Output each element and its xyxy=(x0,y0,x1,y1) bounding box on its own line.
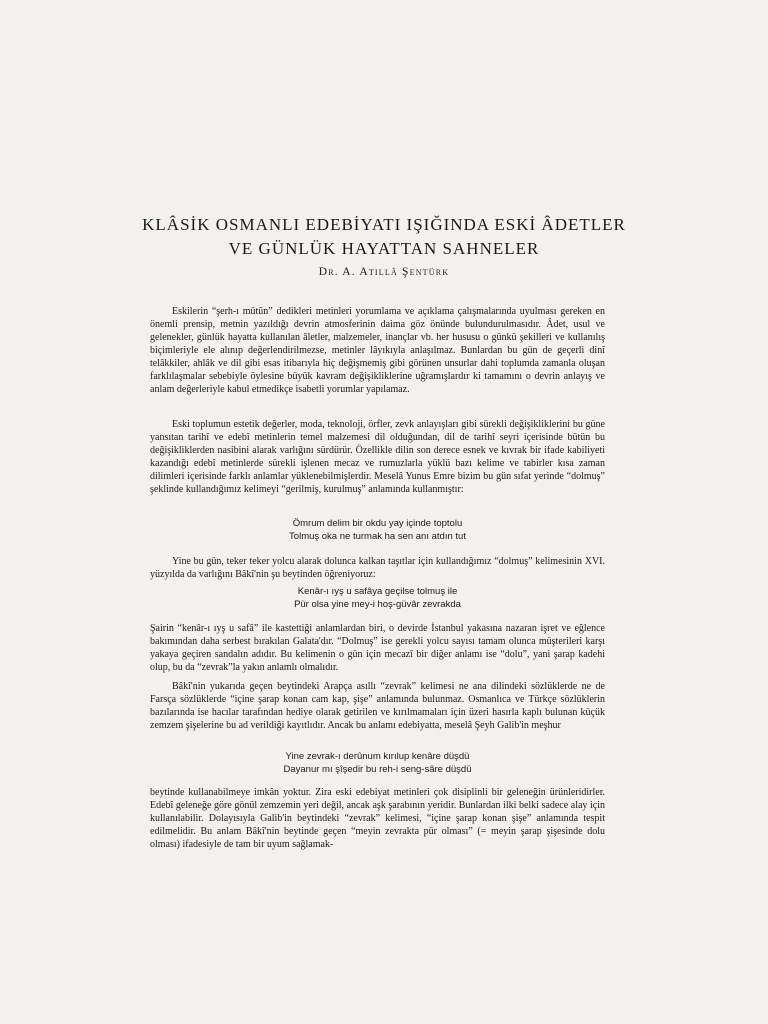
verse-3 xyxy=(150,750,605,776)
title-line-2: VE GÜNLÜK HAYATTAN SAHNELER xyxy=(228,239,540,258)
verse-1 xyxy=(150,517,605,543)
verse-1-line-2: Tolmuş oka ne turmak ha sen anı atdın tut xyxy=(289,531,466,542)
verse-3-line-2: Dayanur mı şîşedir bu reh-i seng-sâre düşdü xyxy=(283,764,472,775)
author-name: Dr. A. Atillâ Şentürk xyxy=(318,266,450,278)
paragraph-3: Yine bu gün, teker teker yolcu alarak dolunca kalkan taşıtlar için kullandığımız “dolmuş” kelimesinin XVI. yüzyılda da varlığını Bâkî'nin şu beytinden öğreniyoruz: xyxy=(150,556,605,580)
paragraph-2: Eski toplumun estetik değerler, moda, teknoloji, örfler, zevk anlayışları gibi sürekli değişikliklerini bu güne yansıtan tarihî ve edebî metinlerin temel malzemesi dil olduğundan, dil de tarihî seyri içerisinde bütün bu değişikliklerden nasibini alarak varlığını sürdürür. Özellikle dilin son derece esnek ve kıvrak bir ifade kabiliyeti kazandığı edebî metinlerde sürekli işlenen mecaz ve rumuzlarla yüklü bazı kelime ve tabirler kısa zaman dilimleri içerisinde farklı anlamlar yüklenebilmişlerdir. Meselâ Yunus Emre bizim bu gün sıfat yerinde “dolmuş” şeklinde kullandığımız kelimeyi “gerilmiş, kurulmuş” anlamında kullanmıştır: xyxy=(150,419,605,495)
verse-3-line-1: Yine zevrak-ı derûnum kırılup kenâre düşdü xyxy=(285,751,470,762)
verse-2 xyxy=(150,585,605,611)
paragraph-4: Şairin “kenâr-ı ıyş u safâ” ile kastettiği anlamlardan biri, o devirde İstanbul yakasına nazaran işret ve eğlence bakımından daha serbest bırakılan Galata'dır. “Dolmuş” ise gerekli yolcu sayısı tamam olunca müşterileri karşı yakaya geçiren sandalın adıdır. Bu kelimenin o gün için mecazî bir diğer anlamı ise “dolu”, yani şarap kadehi olup, bu da “zevrak”la yakın anlamlı olmalıdır. xyxy=(150,623,605,673)
article-title xyxy=(120,213,648,261)
paragraph-5: Bâkî'nin yukarıda geçen beytindeki Arapça asıllı “zevrak” kelimesi ne ana dilindeki sözlüklerde ne de Farsça sözlüklerde “içine şarap konan cam kap, şişe” anlamında bulunmaz. Osmanlıca ve Türkçe sözlüklerin bazılarında ise hacılar tarafından hediye olarak getirilen ve kırılmamaları için üzeri hasırla kaplı bulunan küçük zemzem şişelerine bu ad verildiği kayıtlıdır. Ancak bu anlamı edebiyatta, meselâ Şeyh Galib'in meşhur xyxy=(150,681,605,731)
verse-1-line-1: Ömrum delim bir okdu yay içinde toptolu xyxy=(292,518,463,529)
verse-2-line-2: Pür olsa yine mey-i hoş-güvâr zevrakda xyxy=(294,599,461,610)
paragraph-1: Eskilerin “şerh-ı mütûn” dedikleri metinleri yorumlama ve açıklama çalışmalarında uyulması gereken en önemli prensip, metnin yazıldığı devrin atmosferinin daima göz önünde bulundurulmasıdır. Âdet, usul ve gelenekler, günlük hayatta kullanılan âletler, malzemeler, inançlar vb. her hususu o günkü şekilleri ve kullanılış biçimleriyle ele alınıp değerlendirilmezse, metinler lâyıkıyla anlaşılmaz. Bunlardan bu gün de geçerli dinî telâkkiler, ahlâk ve dil gibi esas itibarıyla hiç değişmemiş gibi görünen unsurlar dahi toplumda zamanla oluşan farklılaşmalar sebebiyle öylesine büyük kavram değişikliklerine uğramışlardır ki tamamını o devrin anlayış ve anlam değerleriyle kabul etmedikçe isabetli yorumlar yapılamaz. xyxy=(150,306,605,395)
title-line-1: KLÂSİK OSMANLI EDEBİYATI IŞIĞINDA ESKİ ÂDETLER xyxy=(142,215,626,234)
verse-2-line-1: Kenâr-ı ıyş u safâya geçilse tolmuş ile xyxy=(297,586,458,597)
paragraph-6: beytinde kullanabilmeye imkân yoktur. Zira eski edebiyat metinleri çok disiplinli bir geleneğin ürünleridirler. Edebî geleneğe göre gönül zemzemin yeri değil, ancak aşk şarabının yeridir. Bunlardan ilki belki sadece alay için kullanılabilir. Dolayısıyla Galib'in beytindeki “zevrak” kelimesi, “içine şarap konan şişe” anlamında tespit edilmelidir. Bu anlam Bâkî'nin beytinde geçen “meyin zevrakta pür olması” (= meyin şarap şişesinde dolu olması) ifadesiyle de tam bir uyum sağlamak- xyxy=(150,787,605,850)
